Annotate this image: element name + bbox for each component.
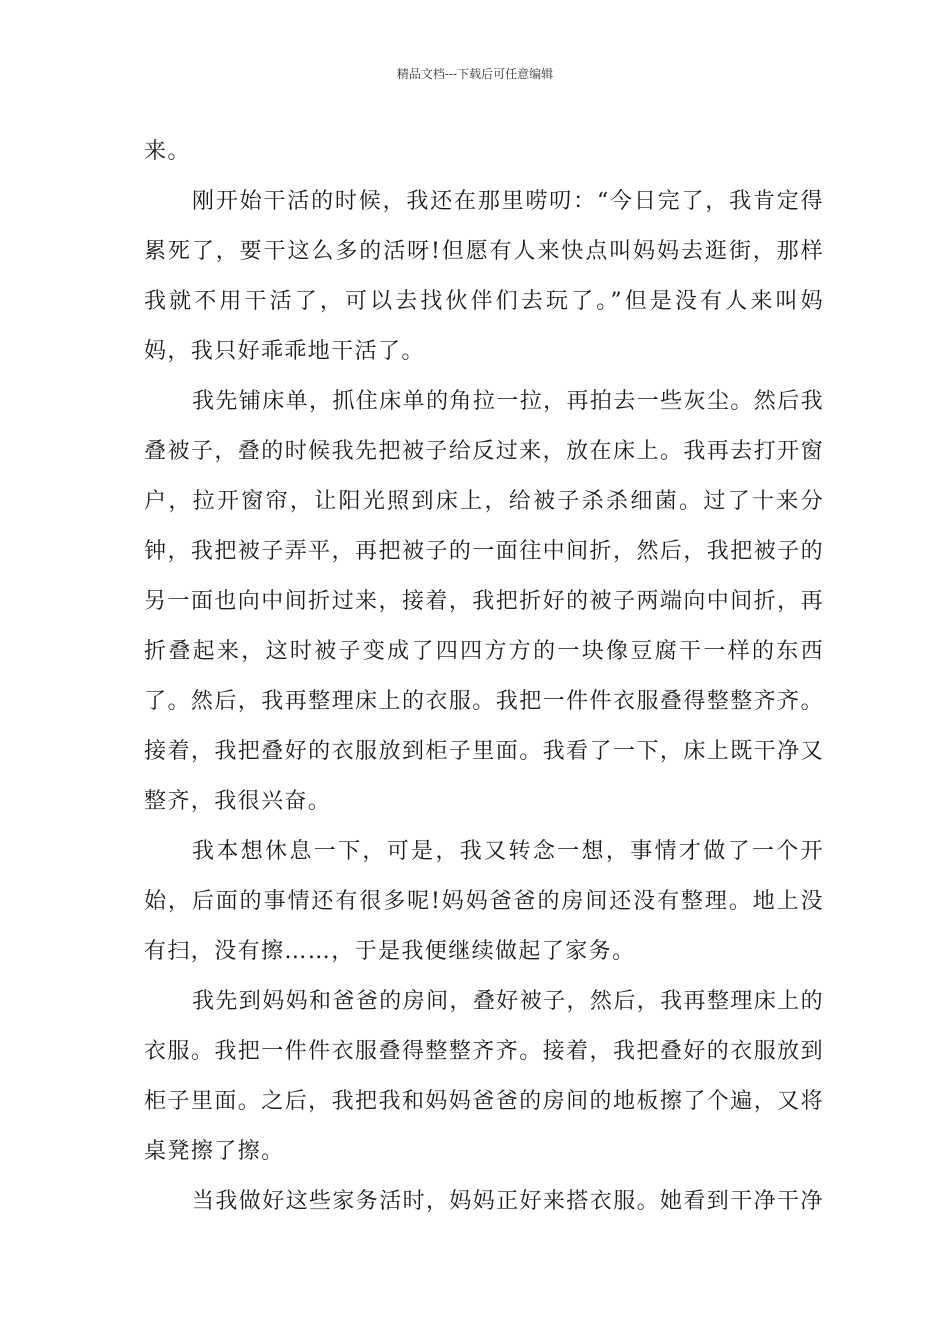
paragraph: 刚开始干活的时候，我还在那里唠叨：“今日完了，我肯定得累死了，要干这么多的活呀!但愿有人来快点叫妈妈去逛街，那样我就不用干活了，可以去找伙伴们去玩了。”但是没有人来叫妈妈，我只好乖乖地干活了。 [144, 189, 824, 364]
document-body [144, 127, 824, 1227]
paragraph: 我本想休息一下，可是，我又转念一想，事情才做了一个开始，后面的事情还有很多呢!妈妈爸爸的房间还没有整理。地上没有扫，没有擦……，于是我便继续做起了家务。 [144, 839, 824, 964]
page-header: 精品文档---下载后可任意编辑 [396, 67, 554, 81]
paragraph: 来。 [144, 139, 191, 164]
paragraph: 我先铺床单，抓住床单的角拉一拉，再拍去一些灰尘。然后我叠被子，叠的时候我先把被子给反过来，放在床上。我再去打开窗户，拉开窗帘，让阳光照到床上，给被子杀杀细菌。过了十来分钟，我把被子弄平，再把被子的一面往中间折，然后，我把被子的另一面也向中间折过来，接着，我把折好的被子两端向中间折，再折叠起来，这时被子变成了四四方方的一块像豆腐干一样的东西了。然后，我再整理床上的衣服。我把一件件衣服叠得整整齐齐。接着，我把叠好的衣服放到柜子里面。我看了一下，床上既干净又整齐，我很兴奋。 [144, 389, 824, 814]
paragraph: 当我做好这些家务活时，妈妈正好来搭衣服。她看到干净干净 [192, 1189, 824, 1214]
paragraph: 我先到妈妈和爸爸的房间，叠好被子，然后，我再整理床上的衣服。我把一件件衣服叠得整整齐齐。接着，我把叠好的衣服放到柜子里面。之后，我把我和妈妈爸爸的房间的地板擦了个遍，又将桌凳擦了擦。 [144, 989, 824, 1164]
